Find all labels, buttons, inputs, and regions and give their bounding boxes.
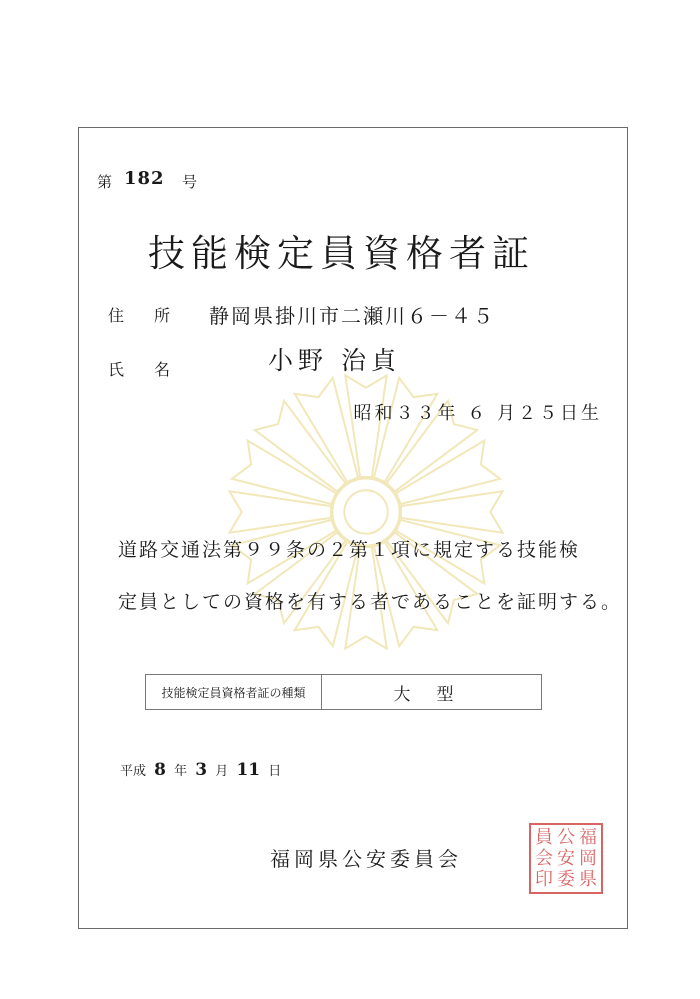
seal-character: 印 — [535, 868, 553, 890]
seal-character: 委 — [557, 868, 575, 890]
statement-line-1: 道路交通法第９９条の２第１項に規定する技能検 — [118, 539, 581, 561]
seal-character: 会 — [535, 847, 553, 869]
emblem-petal — [345, 375, 386, 477]
name-label: 氏名 — [108, 360, 201, 379]
seal-character: 県 — [579, 868, 597, 890]
issue-date-year: 8 — [154, 760, 166, 780]
issue-date-month-unit: 月 — [215, 764, 229, 779]
seal-character: 福 — [579, 826, 597, 848]
address-label: 住所 — [108, 306, 201, 325]
seal-character: 公 — [557, 826, 575, 848]
issue-date-year-unit: 年 — [174, 764, 188, 779]
seal-character: 岡 — [579, 847, 597, 869]
birth-date: 昭和３３年 ６ 月２５日生 — [353, 403, 602, 424]
emblem-petal — [401, 491, 503, 532]
address-value: 静岡県掛川市二瀬川６－４５ — [209, 304, 495, 328]
certificate-type-value: 大型 — [393, 684, 480, 705]
serial-number: 182 — [124, 168, 165, 189]
issue-date-day: 11 — [236, 760, 261, 780]
issue-date-month: 3 — [195, 760, 208, 780]
issuer-name: 福岡県公安委員会 — [270, 847, 462, 871]
certificate-type-box — [145, 674, 542, 710]
official-seal-stamp — [529, 823, 603, 894]
issue-date-day-unit: 日 — [268, 764, 282, 779]
statement-line-2: 定員としての資格を有する者であることを証明する。 — [118, 591, 623, 613]
seal-character: 員 — [535, 826, 553, 848]
emblem-petal — [255, 401, 346, 492]
serial-suffix: 号 — [182, 173, 198, 191]
certificate-title: 技能検定員資格者証 — [148, 232, 535, 275]
emblem-petal — [229, 491, 331, 532]
issue-date-era: 平成 — [120, 764, 147, 779]
seal-character: 安 — [557, 847, 575, 869]
name-value: 小野 治貞 — [268, 346, 401, 375]
serial-prefix: 第 — [97, 173, 113, 191]
issue-date — [120, 760, 281, 780]
certificate-type-label: 技能検定員資格者証の種類 — [146, 675, 322, 709]
